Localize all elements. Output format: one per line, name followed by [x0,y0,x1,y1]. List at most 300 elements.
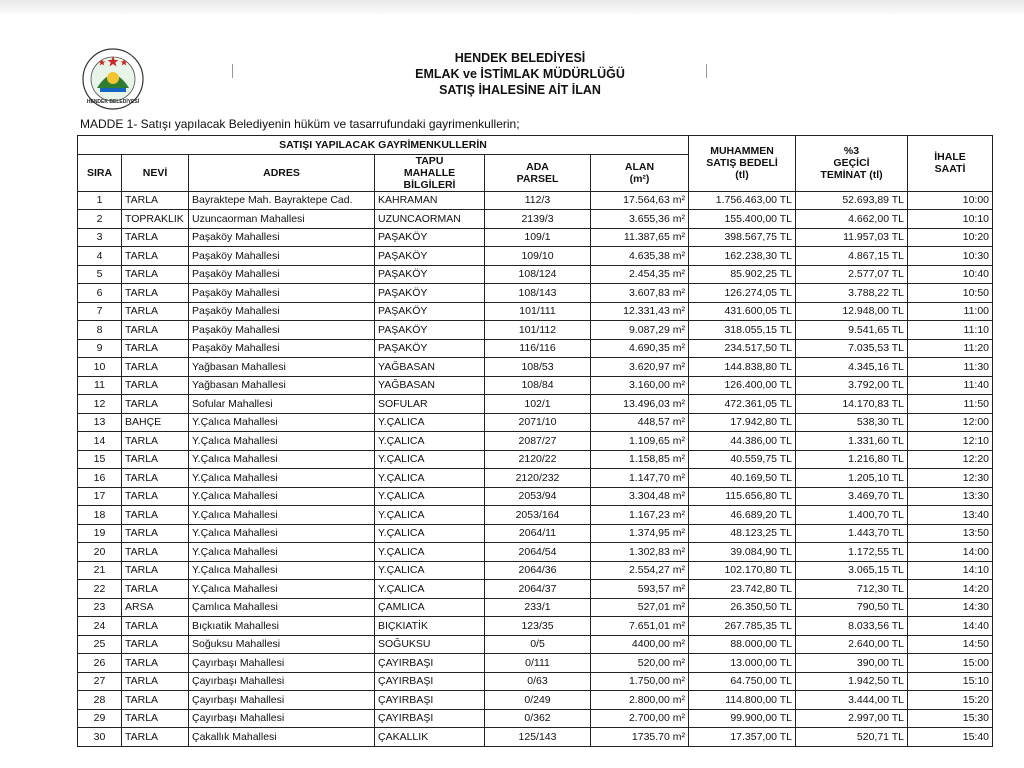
cell-nevi: TARLA [122,228,189,247]
cell-adres: Y.Çalıca Mahallesi [189,487,375,506]
cell-sira: 2 [78,210,122,229]
cell-ihale-saati: 14:50 [908,635,993,654]
cell-tapu: Y.ÇALICA [375,543,485,562]
cell-muhammen: 46.689,20 TL [689,506,796,525]
cell-tapu: KAHRAMAN [375,191,485,210]
col-header-ihale: İHALE SAATİ [908,136,993,192]
cell-adres: Soğuksu Mahallesi [189,635,375,654]
cell-alan: 1.147,70 m² [591,469,689,488]
cell-adres: Çayırbaşı Mahallesi [189,709,375,728]
cell-ada-parsel: 108/124 [485,265,591,284]
cell-adres: Y.Çalıca Mahallesi [189,524,375,543]
cell-ada-parsel: 109/1 [485,228,591,247]
cell-muhammen: 267.785,35 TL [689,617,796,636]
svg-text:HENDEK BELEDİYESİ: HENDEK BELEDİYESİ [86,99,140,105]
cell-teminat: 1.400,70 TL [796,506,908,525]
document-header [330,50,710,98]
cell-alan: 1.374,95 m² [591,524,689,543]
cell-nevi: TARLA [122,635,189,654]
cell-alan: 520,00 m² [591,654,689,673]
cell-muhammen: 126.274,05 TL [689,284,796,303]
cell-sira: 1 [78,191,122,210]
cell-tapu: ÇAYIRBAŞI [375,654,485,673]
cell-tapu: PAŞAKÖY [375,339,485,358]
cell-ihale-saati: 12:20 [908,450,993,469]
cell-teminat: 11.957,03 TL [796,228,908,247]
cell-teminat: 52.693,89 TL [796,191,908,210]
cell-tapu: Y.ÇALICA [375,450,485,469]
table-row [78,321,993,340]
cell-adres: Y.Çalıca Mahallesi [189,432,375,451]
municipality-logo [82,48,144,110]
municipality-seal-icon [82,48,144,110]
cell-muhammen: 48.123,25 TL [689,524,796,543]
property-table [77,135,993,747]
cell-alan: 4.635,38 m² [591,247,689,266]
cell-sira: 9 [78,339,122,358]
cell-adres: Yağbasan Mahallesi [189,376,375,395]
cell-ada-parsel: 123/35 [485,617,591,636]
cell-ada-parsel: 233/1 [485,598,591,617]
cell-tapu: ÇAKALLIK [375,728,485,747]
cell-sira: 21 [78,561,122,580]
cell-tapu: Y.ÇALICA [375,469,485,488]
cell-tapu: YAĞBASAN [375,358,485,377]
cell-teminat: 4.867,15 TL [796,247,908,266]
cell-nevi: TARLA [122,543,189,562]
cell-ihale-saati: 12:10 [908,432,993,451]
cell-nevi: TARLA [122,654,189,673]
cell-ihale-saati: 15:40 [908,728,993,747]
cell-alan: 4.690,35 m² [591,339,689,358]
cell-alan: 1735.70 m² [591,728,689,747]
col-header-tapu: TAPU MAHALLE BİLGİLERİ [375,154,485,191]
cell-sira: 10 [78,358,122,377]
cell-ihale-saati: 14:40 [908,617,993,636]
cell-ada-parsel: 2064/11 [485,524,591,543]
cell-adres: Y.Çalıca Mahallesi [189,561,375,580]
cell-teminat: 3.444,00 TL [796,691,908,710]
cell-alan: 4400,00 m² [591,635,689,654]
cell-nevi: TARLA [122,580,189,599]
cell-nevi: TARLA [122,691,189,710]
cell-teminat: 3.469,70 TL [796,487,908,506]
group-header: SATIŞI YAPILACAK GAYRİMENKULLERİN [78,136,689,155]
cell-teminat: 4.345,16 TL [796,358,908,377]
cell-ihale-saati: 14:20 [908,580,993,599]
cell-tapu: ÇAYIRBAŞI [375,709,485,728]
article-text: MADDE 1- Satışı yapılacak Belediyenin hüküm ve tasarrufundaki gayrimenkullerin; [80,117,520,131]
cell-tapu: UZUNCAORMAN [375,210,485,229]
cell-ada-parsel: 2053/94 [485,487,591,506]
cell-teminat: 4.662,00 TL [796,210,908,229]
cell-muhammen: 40.559,75 TL [689,450,796,469]
cell-ada-parsel: 0/5 [485,635,591,654]
cell-teminat: 1.172,55 TL [796,543,908,562]
cell-muhammen: 64.750,00 TL [689,672,796,691]
cell-ihale-saati: 12:00 [908,413,993,432]
cell-tapu: PAŞAKÖY [375,284,485,303]
cell-teminat: 712,30 TL [796,580,908,599]
cell-sira: 6 [78,284,122,303]
cell-sira: 7 [78,302,122,321]
table-row [78,635,993,654]
cell-tapu: ÇAYIRBAŞI [375,672,485,691]
cell-tapu: YAĞBASAN [375,376,485,395]
cell-tapu: PAŞAKÖY [375,247,485,266]
table-row [78,524,993,543]
cell-nevi: TARLA [122,321,189,340]
cell-muhammen: 39.084,90 TL [689,543,796,562]
cell-adres: Y.Çalıca Mahallesi [189,413,375,432]
cell-sira: 19 [78,524,122,543]
cell-ihale-saati: 10:00 [908,191,993,210]
cell-ada-parsel: 0/111 [485,654,591,673]
cell-tapu: BIÇKIATİK [375,617,485,636]
cell-adres: Paşaköy Mahallesi [189,228,375,247]
table-row [78,450,993,469]
cell-adres: Y.Çalıca Mahallesi [189,543,375,562]
cell-sira: 16 [78,469,122,488]
cell-muhammen: 398.567,75 TL [689,228,796,247]
cell-adres: Çayırbaşı Mahallesi [189,672,375,691]
cell-adres: Çayırbaşı Mahallesi [189,654,375,673]
cell-ada-parsel: 108/143 [485,284,591,303]
cell-tapu: ÇAYIRBAŞI [375,691,485,710]
cell-ihale-saati: 11:40 [908,376,993,395]
cell-teminat: 1.331,60 TL [796,432,908,451]
cell-tapu: SOĞUKSU [375,635,485,654]
cell-alan: 2.700,00 m² [591,709,689,728]
divider-mark [232,64,233,78]
cell-tapu: Y.ÇALICA [375,487,485,506]
header-line-3: SATIŞ İHALESİNE AİT İLAN [439,83,601,97]
cell-nevi: TARLA [122,487,189,506]
cell-nevi: TARLA [122,617,189,636]
cell-nevi: TARLA [122,524,189,543]
cell-muhammen: 155.400,00 TL [689,210,796,229]
cell-ada-parsel: 102/1 [485,395,591,414]
cell-ihale-saati: 10:10 [908,210,993,229]
cell-muhammen: 102.170,80 TL [689,561,796,580]
col-header-muhammen: MUHAMMEN SATIŞ BEDELİ (tl) [689,136,796,192]
cell-teminat: 538,30 TL [796,413,908,432]
cell-ada-parsel: 109/10 [485,247,591,266]
cell-alan: 2.454,35 m² [591,265,689,284]
cell-sira: 13 [78,413,122,432]
cell-tapu: Y.ÇALICA [375,524,485,543]
table-row [78,358,993,377]
table-row [78,395,993,414]
cell-nevi: TARLA [122,265,189,284]
cell-nevi: TARLA [122,302,189,321]
cell-ihale-saati: 13:40 [908,506,993,525]
cell-nevi: TARLA [122,284,189,303]
table-row [78,284,993,303]
cell-ada-parsel: 101/112 [485,321,591,340]
table-row [78,543,993,562]
cell-ada-parsel: 108/53 [485,358,591,377]
cell-sira: 17 [78,487,122,506]
cell-tapu: Y.ÇALICA [375,432,485,451]
col-header-adres: ADRES [189,154,375,191]
col-header-alan: ALAN (m²) [591,154,689,191]
cell-ihale-saati: 11:50 [908,395,993,414]
cell-muhammen: 17.357,00 TL [689,728,796,747]
cell-muhammen: 17.942,80 TL [689,413,796,432]
cell-tapu: PAŞAKÖY [375,321,485,340]
cell-alan: 9.087,29 m² [591,321,689,340]
table-row [78,691,993,710]
cell-ada-parsel: 112/3 [485,191,591,210]
cell-sira: 20 [78,543,122,562]
cell-alan: 593,57 m² [591,580,689,599]
cell-teminat: 2.577,07 TL [796,265,908,284]
cell-alan: 3.304,48 m² [591,487,689,506]
cell-ihale-saati: 13:50 [908,524,993,543]
cell-ada-parsel: 2139/3 [485,210,591,229]
cell-ada-parsel: 125/143 [485,728,591,747]
cell-muhammen: 13.000,00 TL [689,654,796,673]
cell-nevi: TARLA [122,450,189,469]
cell-alan: 3.620,97 m² [591,358,689,377]
cell-muhammen: 44.386,00 TL [689,432,796,451]
cell-alan: 448,57 m² [591,413,689,432]
cell-teminat: 9.541,65 TL [796,321,908,340]
cell-sira: 14 [78,432,122,451]
cell-ada-parsel: 108/84 [485,376,591,395]
table-row [78,561,993,580]
cell-ihale-saati: 11:10 [908,321,993,340]
cell-alan: 2.800,00 m² [591,691,689,710]
cell-muhammen: 431.600,05 TL [689,302,796,321]
cell-nevi: ARSA [122,598,189,617]
table-row [78,654,993,673]
cell-muhammen: 99.900,00 TL [689,709,796,728]
cell-sira: 5 [78,265,122,284]
cell-teminat: 3.792,00 TL [796,376,908,395]
cell-alan: 1.109,65 m² [591,432,689,451]
cell-ihale-saati: 15:10 [908,672,993,691]
cell-ihale-saati: 11:30 [908,358,993,377]
cell-sira: 28 [78,691,122,710]
cell-ada-parsel: 116/116 [485,339,591,358]
cell-ihale-saati: 15:20 [908,691,993,710]
cell-sira: 15 [78,450,122,469]
cell-tapu: SOFULAR [375,395,485,414]
cell-sira: 26 [78,654,122,673]
cell-muhammen: 1.756.463,00 TL [689,191,796,210]
cell-adres: Paşaköy Mahallesi [189,302,375,321]
cell-teminat: 8.033,56 TL [796,617,908,636]
cell-teminat: 790,50 TL [796,598,908,617]
cell-nevi: TARLA [122,247,189,266]
cell-sira: 4 [78,247,122,266]
cell-alan: 3.160,00 m² [591,376,689,395]
cell-tapu: Y.ÇALICA [375,561,485,580]
cell-adres: Çamlıca Mahallesi [189,598,375,617]
cell-nevi: TARLA [122,469,189,488]
cell-sira: 25 [78,635,122,654]
table-row [78,617,993,636]
cell-ihale-saati: 13:30 [908,487,993,506]
cell-tapu: ÇAMLICA [375,598,485,617]
cell-muhammen: 114.800,00 TL [689,691,796,710]
cell-alan: 7.651,01 m² [591,617,689,636]
table-row [78,506,993,525]
cell-ada-parsel: 0/63 [485,672,591,691]
cell-ihale-saati: 10:40 [908,265,993,284]
cell-teminat: 2.997,00 TL [796,709,908,728]
col-header-teminat: %3 GEÇİCİ TEMİNAT (tl) [796,136,908,192]
cell-sira: 22 [78,580,122,599]
cell-ada-parsel: 2087/27 [485,432,591,451]
cell-alan: 1.302,83 m² [591,543,689,562]
cell-nevi: TARLA [122,191,189,210]
cell-ihale-saati: 11:20 [908,339,993,358]
cell-sira: 30 [78,728,122,747]
cell-nevi: TARLA [122,339,189,358]
cell-ihale-saati: 12:30 [908,469,993,488]
cell-ada-parsel: 2064/37 [485,580,591,599]
table-row [78,228,993,247]
cell-nevi: TARLA [122,561,189,580]
cell-adres: Uzuncaorman Mahallesi [189,210,375,229]
table-row [78,598,993,617]
cell-alan: 527,01 m² [591,598,689,617]
cell-adres: Bıçkıatik Mahallesi [189,617,375,636]
header-line-2: EMLAK ve İSTİMLAK MÜDÜRLÜĞÜ [415,67,625,81]
cell-muhammen: 85.902,25 TL [689,265,796,284]
cell-muhammen: 472.361,05 TL [689,395,796,414]
cell-ihale-saati: 14:10 [908,561,993,580]
cell-ihale-saati: 11:00 [908,302,993,321]
cell-muhammen: 23.742,80 TL [689,580,796,599]
cell-tapu: Y.ÇALICA [375,580,485,599]
cell-sira: 29 [78,709,122,728]
cell-muhammen: 40.169,50 TL [689,469,796,488]
table-row [78,265,993,284]
cell-teminat: 520,71 TL [796,728,908,747]
cell-alan: 3.607,83 m² [591,284,689,303]
cell-muhammen: 234.517,50 TL [689,339,796,358]
cell-teminat: 1.216,80 TL [796,450,908,469]
cell-ada-parsel: 101/111 [485,302,591,321]
col-header-ada-parsel: ADA PARSEL [485,154,591,191]
cell-sira: 11 [78,376,122,395]
cell-adres: Paşaköy Mahallesi [189,284,375,303]
cell-adres: Sofular Mahallesi [189,395,375,414]
cell-adres: Bayraktepe Mah. Bayraktepe Cad. [189,191,375,210]
cell-teminat: 12.948,00 TL [796,302,908,321]
cell-adres: Paşaköy Mahallesi [189,321,375,340]
cell-adres: Çayırbaşı Mahallesi [189,691,375,710]
cell-nevi: TARLA [122,395,189,414]
table-row [78,302,993,321]
cell-sira: 18 [78,506,122,525]
cell-muhammen: 115.656,80 TL [689,487,796,506]
cell-adres: Y.Çalıca Mahallesi [189,450,375,469]
cell-tapu: PAŞAKÖY [375,302,485,321]
table-row [78,413,993,432]
cell-alan: 13.496,03 m² [591,395,689,414]
cell-ihale-saati: 15:30 [908,709,993,728]
cell-teminat: 1.942,50 TL [796,672,908,691]
cell-nevi: TARLA [122,728,189,747]
cell-ada-parsel: 2064/36 [485,561,591,580]
cell-ada-parsel: 2071/10 [485,413,591,432]
cell-alan: 11.387,65 m² [591,228,689,247]
cell-teminat: 390,00 TL [796,654,908,673]
cell-nevi: TARLA [122,358,189,377]
cell-nevi: TOPRAKLIK [122,210,189,229]
table-row [78,709,993,728]
cell-muhammen: 126.400,00 TL [689,376,796,395]
table-row [78,580,993,599]
cell-sira: 3 [78,228,122,247]
cell-ada-parsel: 2064/54 [485,543,591,562]
cell-sira: 27 [78,672,122,691]
cell-muhammen: 26.350,50 TL [689,598,796,617]
cell-teminat: 3.788,22 TL [796,284,908,303]
cell-teminat: 14.170,83 TL [796,395,908,414]
cell-ada-parsel: 2120/232 [485,469,591,488]
cell-teminat: 3.065,15 TL [796,561,908,580]
cell-muhammen: 88.000,00 TL [689,635,796,654]
cell-tapu: Y.ÇALICA [375,413,485,432]
cell-sira: 23 [78,598,122,617]
cell-ihale-saati: 10:30 [908,247,993,266]
cell-nevi: TARLA [122,506,189,525]
cell-tapu: Y.ÇALICA [375,506,485,525]
cell-adres: Y.Çalıca Mahallesi [189,506,375,525]
cell-muhammen: 162.238,30 TL [689,247,796,266]
cell-sira: 8 [78,321,122,340]
cell-ihale-saati: 10:50 [908,284,993,303]
cell-teminat: 1.205,10 TL [796,469,908,488]
table-row [78,728,993,747]
cell-ihale-saati: 10:20 [908,228,993,247]
cell-alan: 12.331,43 m² [591,302,689,321]
cell-adres: Paşaköy Mahallesi [189,247,375,266]
table-row [78,432,993,451]
cell-adres: Y.Çalıca Mahallesi [189,580,375,599]
cell-teminat: 1.443,70 TL [796,524,908,543]
col-header-sira: SIRA [78,154,122,191]
scan-artifact-band [0,0,1024,14]
cell-alan: 1.167,23 m² [591,506,689,525]
cell-alan: 3.655,36 m² [591,210,689,229]
cell-ada-parsel: 0/362 [485,709,591,728]
cell-muhammen: 318.055,15 TL [689,321,796,340]
cell-alan: 1.750,00 m² [591,672,689,691]
cell-nevi: TARLA [122,432,189,451]
cell-ada-parsel: 2053/164 [485,506,591,525]
table-row [78,672,993,691]
cell-alan: 17.564,63 m² [591,191,689,210]
cell-sira: 12 [78,395,122,414]
col-header-nevi: NEVİ [122,154,189,191]
cell-adres: Yağbasan Mahallesi [189,358,375,377]
cell-ihale-saati: 14:00 [908,543,993,562]
table-row [78,376,993,395]
cell-alan: 2.554,27 m² [591,561,689,580]
cell-adres: Paşaköy Mahallesi [189,339,375,358]
table-row [78,247,993,266]
cell-tapu: PAŞAKÖY [375,228,485,247]
cell-teminat: 7.035,53 TL [796,339,908,358]
cell-muhammen: 144.838,80 TL [689,358,796,377]
